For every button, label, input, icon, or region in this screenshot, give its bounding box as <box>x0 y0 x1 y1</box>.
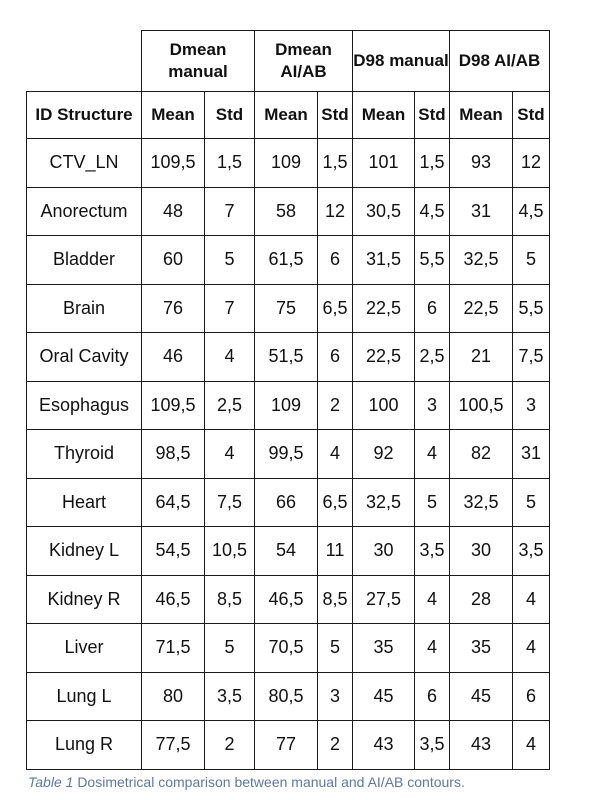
value-cell: 5 <box>318 624 353 673</box>
value-cell: 51,5 <box>255 333 318 382</box>
value-cell: 22,5 <box>450 284 513 333</box>
value-cell: 4 <box>415 624 450 673</box>
value-cell: 6,5 <box>318 478 353 527</box>
value-cell: 35 <box>353 624 415 673</box>
value-cell: 4 <box>513 721 550 770</box>
value-cell: 6 <box>415 672 450 721</box>
value-cell: 76 <box>142 284 205 333</box>
value-cell: 6 <box>513 672 550 721</box>
value-cell: 10,5 <box>205 527 255 576</box>
value-cell: 7,5 <box>513 333 550 382</box>
column-header: Std <box>205 92 255 139</box>
value-cell: 2 <box>318 721 353 770</box>
group-header: Dmean manual <box>142 31 255 92</box>
table-caption <box>28 774 465 790</box>
value-cell: 5 <box>513 478 550 527</box>
table-row <box>27 381 550 430</box>
value-cell: 71,5 <box>142 624 205 673</box>
value-cell: 46 <box>142 333 205 382</box>
value-cell: 7 <box>205 187 255 236</box>
value-cell: 4 <box>513 624 550 673</box>
value-cell: 7,5 <box>205 478 255 527</box>
value-cell: 2 <box>205 721 255 770</box>
value-cell: 1,5 <box>415 139 450 188</box>
value-cell: 61,5 <box>255 236 318 285</box>
value-cell: 5 <box>415 478 450 527</box>
value-cell: 4 <box>415 575 450 624</box>
value-cell: 80,5 <box>255 672 318 721</box>
value-cell: 4,5 <box>513 187 550 236</box>
value-cell: 30,5 <box>353 187 415 236</box>
value-cell: 54 <box>255 527 318 576</box>
value-cell: 8,5 <box>318 575 353 624</box>
value-cell: 46,5 <box>142 575 205 624</box>
value-cell: 3 <box>513 381 550 430</box>
value-cell: 31 <box>513 430 550 479</box>
structure-name-cell: Heart <box>27 478 142 527</box>
value-cell: 75 <box>255 284 318 333</box>
value-cell: 98,5 <box>142 430 205 479</box>
structure-name-cell: Brain <box>27 284 142 333</box>
value-cell: 46,5 <box>255 575 318 624</box>
table-row <box>27 624 550 673</box>
column-header: ID Structure <box>27 92 142 139</box>
value-cell: 22,5 <box>353 284 415 333</box>
value-cell: 70,5 <box>255 624 318 673</box>
value-cell: 2,5 <box>415 333 450 382</box>
value-cell: 3 <box>415 381 450 430</box>
group-header-row <box>27 31 550 92</box>
value-cell: 3,5 <box>513 527 550 576</box>
value-cell: 31,5 <box>353 236 415 285</box>
value-cell: 6 <box>415 284 450 333</box>
value-cell: 4 <box>513 575 550 624</box>
value-cell: 5 <box>205 236 255 285</box>
value-cell: 32,5 <box>353 478 415 527</box>
value-cell: 11 <box>318 527 353 576</box>
table-row <box>27 236 550 285</box>
value-cell: 100,5 <box>450 381 513 430</box>
value-cell: 4,5 <box>415 187 450 236</box>
value-cell: 5 <box>513 236 550 285</box>
value-cell: 43 <box>450 721 513 770</box>
value-cell: 12 <box>513 139 550 188</box>
table-row <box>27 284 550 333</box>
table-row <box>27 478 550 527</box>
value-cell: 2 <box>318 381 353 430</box>
value-cell: 31 <box>450 187 513 236</box>
value-cell: 6 <box>318 236 353 285</box>
value-cell: 92 <box>353 430 415 479</box>
value-cell: 5 <box>205 624 255 673</box>
value-cell: 3,5 <box>415 721 450 770</box>
group-header: D98 manual <box>353 31 450 92</box>
value-cell: 1,5 <box>205 139 255 188</box>
table-row <box>27 139 550 188</box>
value-cell: 7 <box>205 284 255 333</box>
table-row <box>27 527 550 576</box>
value-cell: 48 <box>142 187 205 236</box>
value-cell: 99,5 <box>255 430 318 479</box>
column-header: Mean <box>450 92 513 139</box>
value-cell: 4 <box>205 333 255 382</box>
value-cell: 27,5 <box>353 575 415 624</box>
value-cell: 4 <box>415 430 450 479</box>
value-cell: 109 <box>255 381 318 430</box>
value-cell: 4 <box>205 430 255 479</box>
value-cell: 93 <box>450 139 513 188</box>
value-cell: 58 <box>255 187 318 236</box>
value-cell: 4 <box>318 430 353 479</box>
value-cell: 45 <box>353 672 415 721</box>
value-cell: 77 <box>255 721 318 770</box>
table-row <box>27 672 550 721</box>
structure-name-cell: Lung L <box>27 672 142 721</box>
value-cell: 45 <box>450 672 513 721</box>
structure-name-cell: Anorectum <box>27 187 142 236</box>
value-cell: 109,5 <box>142 139 205 188</box>
dosimetry-table <box>26 30 550 770</box>
value-cell: 3,5 <box>415 527 450 576</box>
caption-text: Dosimetrical comparison between manual and AI/AB contours. <box>77 774 465 790</box>
corner-cell <box>27 31 142 92</box>
column-header: Mean <box>255 92 318 139</box>
structure-name-cell: Oral Cavity <box>27 333 142 382</box>
value-cell: 1,5 <box>318 139 353 188</box>
group-header: Dmean AI/AB <box>255 31 353 92</box>
value-cell: 5,5 <box>513 284 550 333</box>
structure-name-cell: Kidney R <box>27 575 142 624</box>
structure-name-cell: CTV_LN <box>27 139 142 188</box>
value-cell: 21 <box>450 333 513 382</box>
value-cell: 32,5 <box>450 236 513 285</box>
value-cell: 5,5 <box>415 236 450 285</box>
value-cell: 3,5 <box>205 672 255 721</box>
table-body <box>27 139 550 770</box>
value-cell: 101 <box>353 139 415 188</box>
value-cell: 77,5 <box>142 721 205 770</box>
value-cell: 60 <box>142 236 205 285</box>
column-header: Std <box>318 92 353 139</box>
value-cell: 109 <box>255 139 318 188</box>
value-cell: 66 <box>255 478 318 527</box>
table-row <box>27 575 550 624</box>
value-cell: 80 <box>142 672 205 721</box>
value-cell: 30 <box>353 527 415 576</box>
structure-name-cell: Liver <box>27 624 142 673</box>
structure-name-cell: Esophagus <box>27 381 142 430</box>
value-cell: 6,5 <box>318 284 353 333</box>
table-row <box>27 721 550 770</box>
table-row <box>27 187 550 236</box>
column-header: Std <box>415 92 450 139</box>
structure-name-cell: Thyroid <box>27 430 142 479</box>
value-cell: 54,5 <box>142 527 205 576</box>
value-cell: 100 <box>353 381 415 430</box>
value-cell: 109,5 <box>142 381 205 430</box>
value-cell: 32,5 <box>450 478 513 527</box>
value-cell: 6 <box>318 333 353 382</box>
value-cell: 64,5 <box>142 478 205 527</box>
structure-name-cell: Kidney L <box>27 527 142 576</box>
value-cell: 82 <box>450 430 513 479</box>
structure-name-cell: Lung R <box>27 721 142 770</box>
value-cell: 43 <box>353 721 415 770</box>
column-header: Mean <box>142 92 205 139</box>
value-cell: 2,5 <box>205 381 255 430</box>
value-cell: 35 <box>450 624 513 673</box>
value-cell: 28 <box>450 575 513 624</box>
column-header-row <box>27 92 550 139</box>
value-cell: 30 <box>450 527 513 576</box>
caption-label: Table 1 <box>28 774 74 790</box>
table-row <box>27 333 550 382</box>
value-cell: 8,5 <box>205 575 255 624</box>
value-cell: 12 <box>318 187 353 236</box>
value-cell: 22,5 <box>353 333 415 382</box>
value-cell: 3 <box>318 672 353 721</box>
structure-name-cell: Bladder <box>27 236 142 285</box>
column-header: Mean <box>353 92 415 139</box>
column-header: Std <box>513 92 550 139</box>
group-header: D98 AI/AB <box>450 31 550 92</box>
table-row <box>27 430 550 479</box>
